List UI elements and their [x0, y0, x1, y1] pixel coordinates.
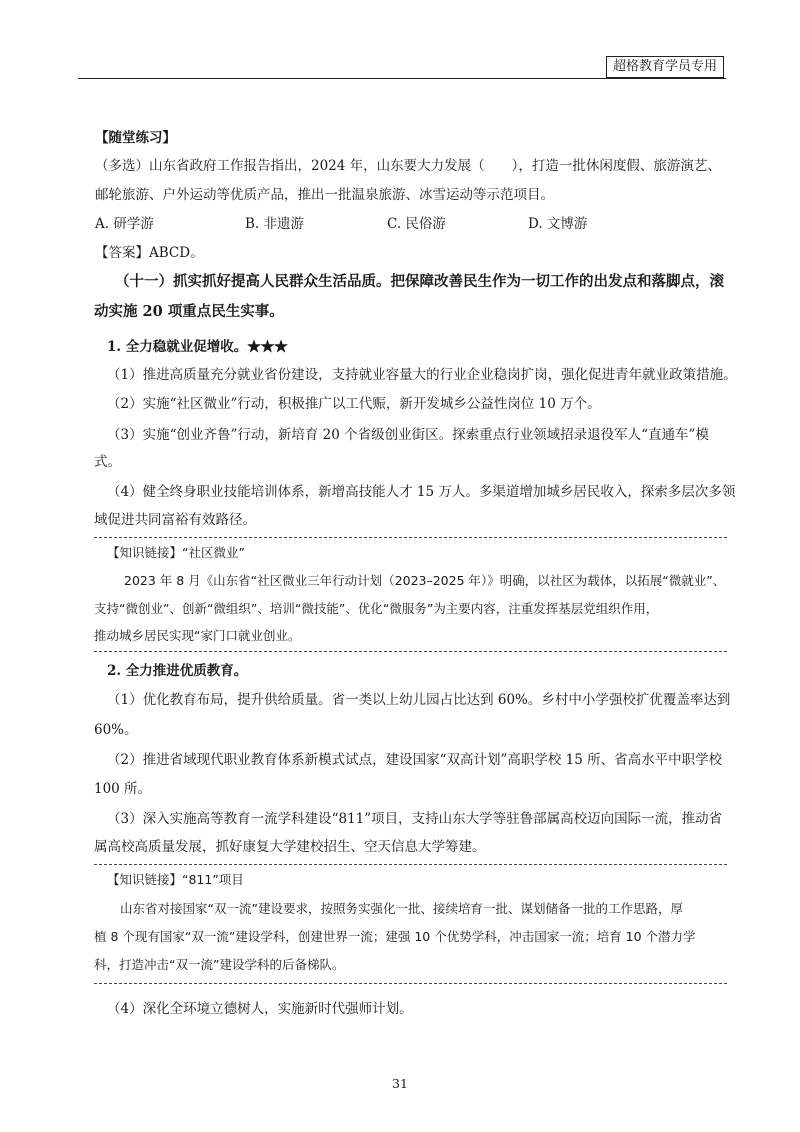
- knowledge-link-1-line2: 支持“微创业”、创新“微组织”、培训“微技能”、优化“微服务”为主要内容，注重发挥基层党组织作用，: [94, 601, 659, 616]
- header-rule: [78, 78, 726, 79]
- item2-para2-line2: 100 所。: [94, 781, 152, 797]
- item2-para4: （4）深化全环境立德树人，实施新时代强师计划。: [107, 1001, 413, 1017]
- practice-options: [95, 215, 587, 233]
- option-a: A. 研学游: [95, 216, 154, 232]
- knowledge-link-1-line1: 2023 年 8 月《山东省“社区微业三年行动计划（2023–2025 年）》明确，以社区为载体，以拓展“微就业”、: [124, 573, 726, 588]
- knowledge-link-2-line1: 山东省对接国家“双一流”建设要求，按照务实强化一批、接续培育一批、谋划储备一批的工作思路，厚: [120, 901, 683, 916]
- header-tag: 超格教育学员专用: [606, 56, 724, 78]
- option-b: B. 非遗游: [245, 216, 305, 232]
- item1-title: 1. 全力稳就业促增收。★★★: [107, 339, 288, 355]
- knowledge-link-top-rule: [94, 537, 727, 538]
- page-number: 31: [392, 1076, 408, 1091]
- practice-question-line2: 邮轮旅游、户外运动等优质产品，推出一批温泉旅游、冰雪运动等示范项目。: [95, 187, 554, 203]
- knowledge-link-2-line3: 科，打造冲击“双一流”建设学科的后备梯队。: [94, 957, 345, 972]
- option-c: C. 民俗游: [387, 216, 446, 232]
- item1-para4-line1: （4）健全终身职业技能培训体系，新增高技能人才 15 万人。多渠道增加城乡居民收入，探索多层次多领: [107, 484, 736, 500]
- item2-para3-line2: 属高校高质量发展，抓好康复大学建校招生、空天信息大学筹建。: [94, 839, 486, 855]
- knowledge-link-bottom-rule: [94, 983, 727, 984]
- item2-para3-line1: （3）深入实施高等教育一流学科建设“811”项目，支持山东大学等驻鲁部属高校迈向国际一流，推动省: [107, 811, 723, 827]
- knowledge-link-1-line3: 推动城乡居民实现“家门口就业创业。: [94, 628, 301, 643]
- item2-para1-line1: （1）优化教育布局，提升供给质量。省一类以上幼儿园占比达到 60%。乡村中小学强校扩优覆盖率达到: [107, 692, 731, 708]
- section-11-line2: 动实施 20 项重点民生实事。: [94, 303, 284, 320]
- knowledge-link-2-title: 【知识链接】“811”项目: [107, 872, 244, 887]
- item1-para1: （1）推进高质量充分就业省份建设，支持就业容量大的行业企业稳岗扩岗，强化促进青年就业政策措施。: [107, 367, 737, 383]
- knowledge-link-top-rule: [94, 864, 727, 865]
- item1-para3-line2: 式。: [94, 454, 121, 470]
- practice-answer: 【答案】ABCD。: [95, 245, 204, 261]
- practice-question-line1: （多选）山东省政府工作报告指出，2024 年，山东要大力发展（ ），打造一批休闲度假、旅游演艺、: [95, 158, 721, 174]
- practice-heading: 【随堂练习】: [95, 130, 176, 146]
- item2-para1-line2: 60%。: [94, 722, 138, 738]
- option-d: D. 文博游: [528, 216, 588, 232]
- knowledge-link-2-line2: 植 8 个现有国家“双一流”建设学科，创建世界一流；建强 10 个优势学科，冲击国家一流；培育 10 个潜力学: [94, 929, 696, 944]
- knowledge-link-1-title: 【知识链接】“社区微业”: [107, 545, 245, 560]
- item1-para3-line1: （3）实施“创业齐鲁”行动，新培育 20 个省级创业街区。探索重点行业领域招录退役军人“直通车”模: [107, 427, 709, 443]
- item1-para4-line2: 域促进共同富裕有效路径。: [94, 512, 256, 528]
- knowledge-link-bottom-rule: [94, 651, 727, 652]
- item2-para2-line1: （2）推进省域现代职业教育体系新模式试点，建设国家“双高计划”高职学校 15 所、省高水平中职学校: [107, 752, 723, 768]
- section-11-line1: （十一）抓实抓好提高人民群众生活品质。把保障改善民生作为一切工作的出发点和落脚点，滚: [115, 273, 724, 290]
- item1-para2: （2）实施“社区微业”行动，积极推广以工代赈，新开发城乡公益性岗位 10 万个。: [107, 396, 601, 412]
- item2-title: 2. 全力推进优质教育。: [107, 663, 248, 679]
